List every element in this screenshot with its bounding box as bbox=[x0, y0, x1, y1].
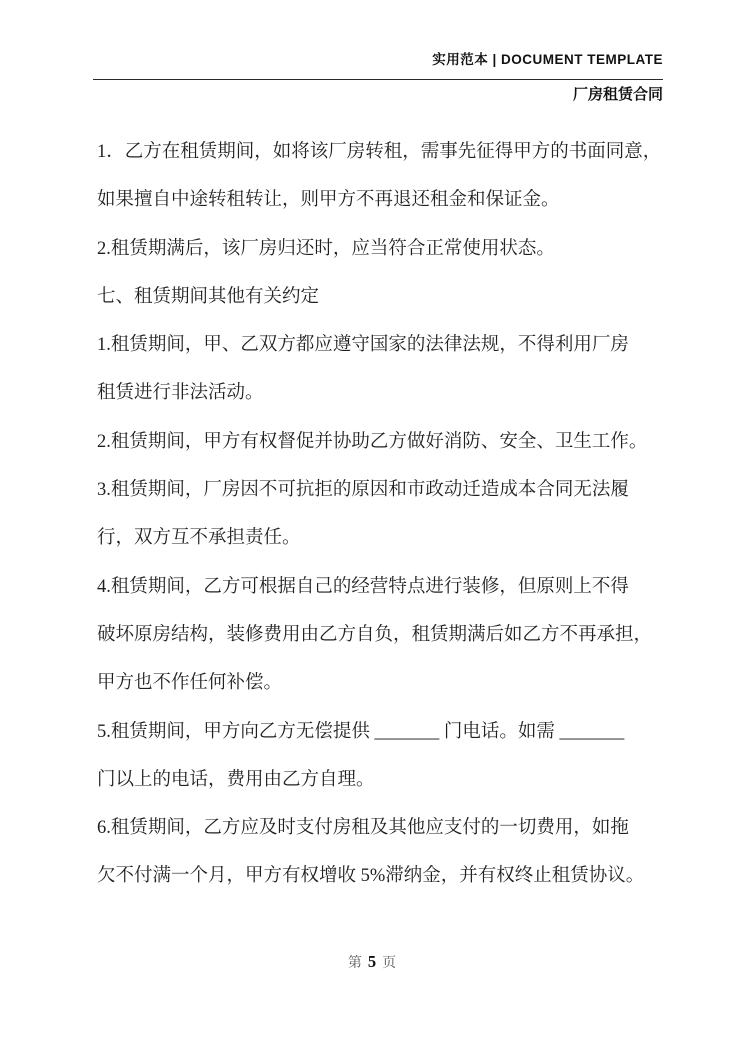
header-divider bbox=[93, 79, 663, 80]
body-line: 3.租赁期间，厂房因不可抗拒的原因和市政动迁造成本合同无法履 bbox=[97, 480, 629, 501]
body-line: 1．乙方在租赁期间，如将该厂房转租，需事先征得甲方的书面同意， bbox=[97, 142, 662, 162]
brand-text: 实用范本 | DOCUMENT TEMPLATE bbox=[432, 52, 663, 67]
body-line: 如果擅自中途转租转让，则甲方不再退还租金和保证金。 bbox=[97, 190, 560, 211]
body-line: 七、租赁期间其他有关约定 bbox=[97, 286, 320, 307]
body-line: 6.租赁期间，乙方应及时支付房租及其他应支付的一切费用，如拖 bbox=[97, 818, 629, 839]
document-body bbox=[97, 128, 663, 901]
body-line: 2.租赁期间，甲方有权督促并协助乙方做好消防、安全、卫生工作。 bbox=[97, 431, 648, 452]
page-number-prefix: 第 bbox=[347, 956, 362, 971]
body-line: 欠不付满一个月，甲方有权增收 5%滞纳金，并有权终止租赁协议。 bbox=[97, 866, 645, 887]
page-footer bbox=[0, 952, 744, 972]
page-number: 5 bbox=[367, 952, 377, 971]
body-line: 门以上的电话，费用由乙方自理。 bbox=[97, 769, 375, 790]
body-line: 租赁进行非法活动。 bbox=[97, 383, 264, 404]
page-header bbox=[93, 48, 663, 104]
body-line: 1.租赁期间，甲、乙双方都应遵守国家的法律法规，不得利用厂房 bbox=[97, 335, 629, 356]
document-title: 厂房租赁合同 bbox=[572, 87, 663, 103]
body-line: 4.租赁期间，乙方可根据自己的经营特点进行装修，但原则上不得 bbox=[97, 576, 629, 597]
body-line: 破坏原房结构，装修费用由乙方自负，租赁期满后如乙方不再承担， bbox=[97, 624, 653, 645]
body-line: 甲方也不作任何补偿。 bbox=[97, 673, 283, 694]
body-line: 2.租赁期满后，该厂房归还时，应当符合正常使用状态。 bbox=[97, 238, 555, 259]
body-line: 行，双方互不承担责任。 bbox=[97, 528, 301, 549]
page-number-suffix: 页 bbox=[382, 956, 397, 971]
body-line: 5.租赁期间，甲方向乙方无偿提供 _______ 门电话。如需 _______ bbox=[97, 721, 625, 742]
